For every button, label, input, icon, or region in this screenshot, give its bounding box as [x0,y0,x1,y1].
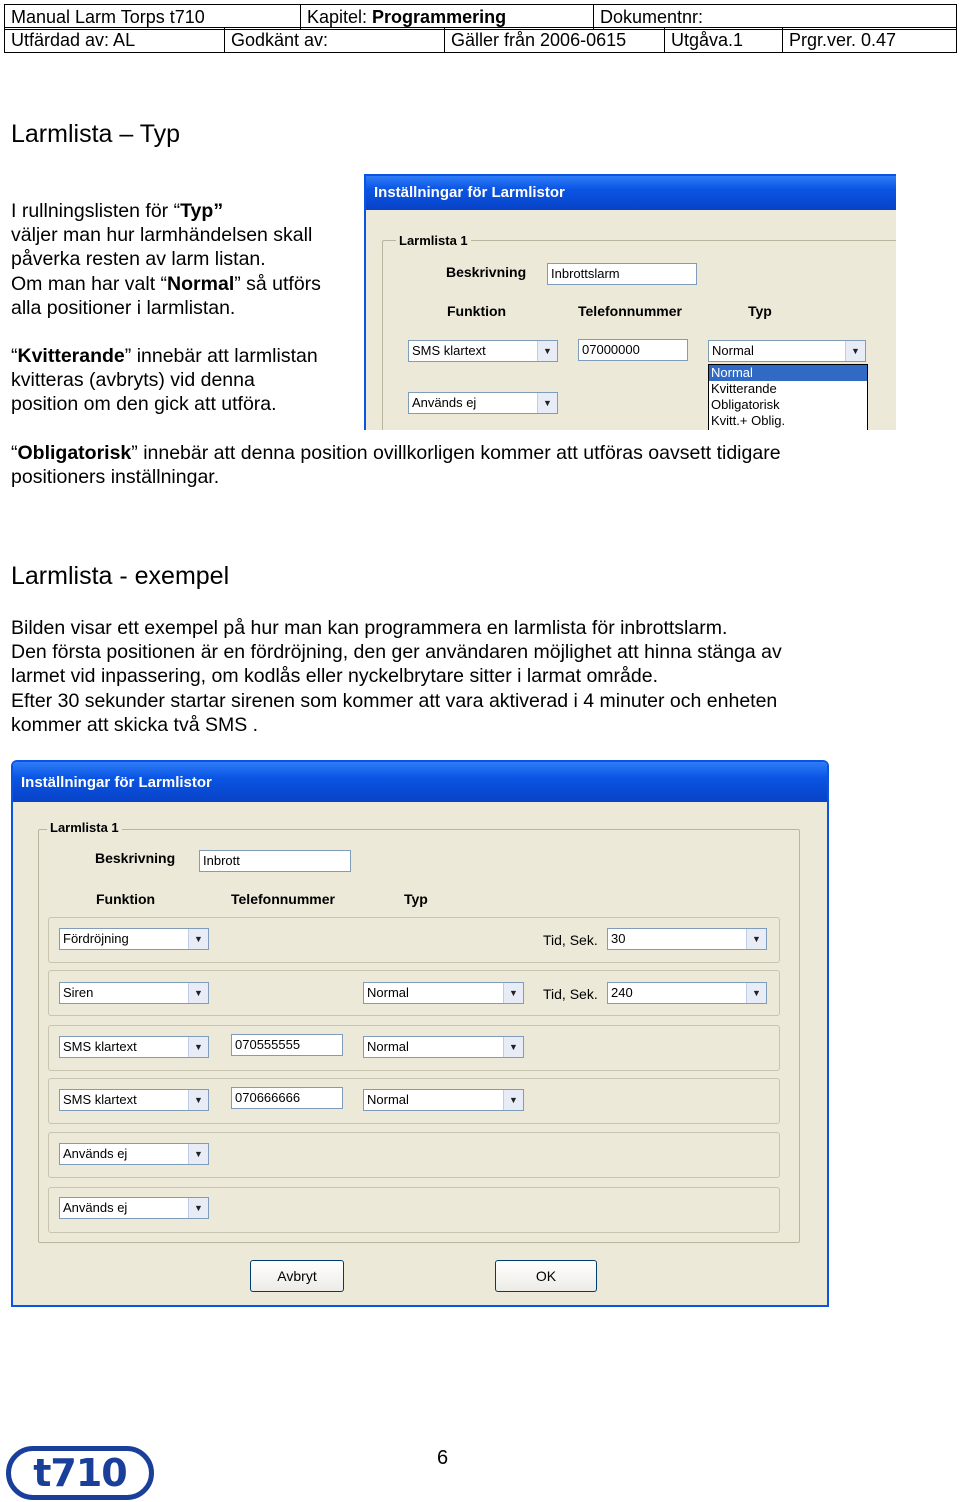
time-select-1[interactable] [607,928,767,950]
document-number: Dokumentnr: [593,5,957,29]
chevron-down-icon[interactable]: ▼ [188,929,208,949]
page-number: 6 [437,1447,449,1469]
chevron-down-icon[interactable]: ▼ [503,983,523,1003]
type-select-2[interactable] [363,982,524,1004]
dialog-titlebar: Inställningar för Larmlistor [366,176,896,210]
issued-by: Utfärdad av: AL [4,28,224,52]
phone-input-1[interactable]: 07000000 [578,339,688,361]
approved-by: Godkänt av: [224,28,444,52]
function-select-1[interactable] [408,340,558,362]
time-label-1: Tid, Sek. [543,932,598,948]
cancel-button[interactable]: Avbryt [250,1260,344,1292]
chapter-value: Programmering [372,7,507,27]
text-line: Efter 30 sekunder startar sirenen som kommer att vara aktiverad i 4 minuter och enheten [11,689,778,712]
column-type: Typ [404,891,428,907]
text-line: positioners inställningar. [11,466,220,489]
column-function: Funktion [447,303,507,319]
ok-button[interactable]: OK [495,1260,597,1292]
section-title-type: Larmlista – Typ [11,120,181,148]
type-select-4[interactable] [363,1089,524,1111]
chevron-down-icon[interactable]: ▼ [503,1090,523,1110]
description-input[interactable]: Inbrottslarm [547,263,697,285]
type-select-1[interactable] [708,340,866,362]
time-label-2: Tid, Sek. [543,986,598,1002]
kvitterande-paragraph [11,344,361,417]
selected-value: Normal [367,1039,409,1054]
text-line: Bilden visar ett exempel på hur man kan programmera en larmlista för inbrottslarm. [11,617,728,639]
t710-logo: t710 [6,1446,154,1500]
example-paragraph [11,616,951,737]
type-select-3[interactable] [363,1036,524,1058]
function-select-4[interactable] [59,1089,209,1111]
text-line: påverka resten av larm listan. [11,248,266,271]
text-line: väljer man hur larmhändelsen skall [11,224,313,247]
type-intro-paragraph [11,199,361,320]
text-line: alla positioner i larmlistan. [11,296,236,319]
text-fragment: ” innebär att denna position ovillkorligen kommer att utföras oavsett tidigare [131,442,781,464]
selected-value: Siren [63,985,94,1000]
header-row-2 [4,27,957,53]
option-normal[interactable]: Normal [709,365,867,381]
selected-value: Normal [367,1092,409,1107]
column-type: Typ [748,303,772,319]
selected-value: Fördröjning [63,931,129,946]
function-select-2[interactable] [408,392,558,414]
group-label: Larmlista 1 [396,233,471,248]
section-title-example: Larmlista - exempel [11,562,230,590]
description-label: Beskrivning [95,850,176,866]
chevron-down-icon[interactable]: ▼ [746,929,766,949]
bold-kvitterande: Kvitterande [17,345,125,367]
type-dropdown-list [708,364,868,430]
option-kvitt-oblig[interactable]: Kvitt.+ Oblig. [711,413,786,428]
quote: I rullningslisten för “ [11,200,181,222]
text-fragment: Om man har valt “ [11,272,168,295]
chevron-down-icon[interactable]: ▼ [188,1090,208,1110]
chevron-down-icon[interactable]: ▼ [188,1198,208,1218]
bold-normal: Normal [167,272,235,295]
selected-value: SMS klartext [63,1039,137,1054]
chapter-cell [300,5,593,29]
text-fragment: ” så utförs [234,272,321,295]
quote: “ [11,345,18,367]
selected-value: Normal [712,343,754,358]
selected-value: Används ej [63,1146,128,1161]
description-input[interactable]: Inbrott [199,850,351,872]
bold-typ: Typ [180,200,214,222]
dialog-settings-crop [364,174,896,430]
text-line: larmet vid inpassering, om kodlås eller nyckelbrytare sitter i larmat område. [11,665,658,688]
column-function: Funktion [96,891,156,907]
chevron-down-icon[interactable]: ▼ [188,983,208,1003]
chevron-down-icon[interactable]: ▼ [537,393,557,413]
group-label: Larmlista 1 [47,820,122,835]
text-fragment: ” innebär att larmlistan [124,345,318,367]
text-line: kvitteras (avbryts) vid denna [11,369,255,392]
text-line: Den första positionen är en fördröjning, den ger användaren möjlighet att hinna stänga av [11,641,782,664]
option-obligatorisk[interactable]: Obligatorisk [711,397,780,412]
chapter-label: Kapitel: [307,7,373,27]
column-phone: Telefonnummer [231,891,335,907]
function-select-1[interactable] [59,928,209,950]
chevron-down-icon[interactable]: ▼ [746,983,766,1003]
dialog-titlebar: Inställningar för Larmlistor [13,762,827,802]
edition: Utgåva.1 [664,28,782,52]
text-line: position om den gick att utföra. [11,393,277,416]
selected-value: 240 [611,985,633,1000]
valid-from: Gäller från 2006-0615 [444,28,664,52]
obligatorisk-paragraph [11,441,911,489]
chevron-down-icon[interactable]: ▼ [503,1037,523,1057]
dialog-settings-full [11,760,829,1307]
function-select-2[interactable] [59,982,209,1004]
option-kvitterande[interactable]: Kvitterande [711,381,777,396]
chevron-down-icon[interactable]: ▼ [188,1144,208,1164]
selected-value: Används ej [63,1200,128,1215]
time-select-2[interactable] [607,982,767,1004]
program-version: Prgr.ver. 0.47 [782,28,957,52]
manual-title: Manual Larm Torps t710 [4,5,300,29]
description-label: Beskrivning [446,264,527,280]
quote: “ [11,442,18,464]
quote: ” [213,200,224,222]
chevron-down-icon[interactable]: ▼ [537,341,557,361]
bold-obligatorisk: Obligatorisk [17,442,132,464]
phone-input-3[interactable]: 070555555 [231,1034,343,1056]
phone-input-4[interactable]: 070666666 [231,1087,343,1109]
function-select-3[interactable] [59,1036,209,1058]
chevron-down-icon[interactable]: ▼ [845,341,865,361]
selected-value: Används ej [412,395,477,410]
selected-value: SMS klartext [63,1092,137,1107]
selected-value: SMS klartext [412,343,486,358]
selected-value: 30 [611,931,626,946]
text-line: kommer att skicka två SMS . [11,713,259,736]
chevron-down-icon[interactable]: ▼ [188,1037,208,1057]
function-select-6[interactable] [59,1197,209,1219]
column-phone: Telefonnummer [578,303,682,319]
selected-value: Normal [367,985,409,1000]
function-select-5[interactable] [59,1143,209,1165]
